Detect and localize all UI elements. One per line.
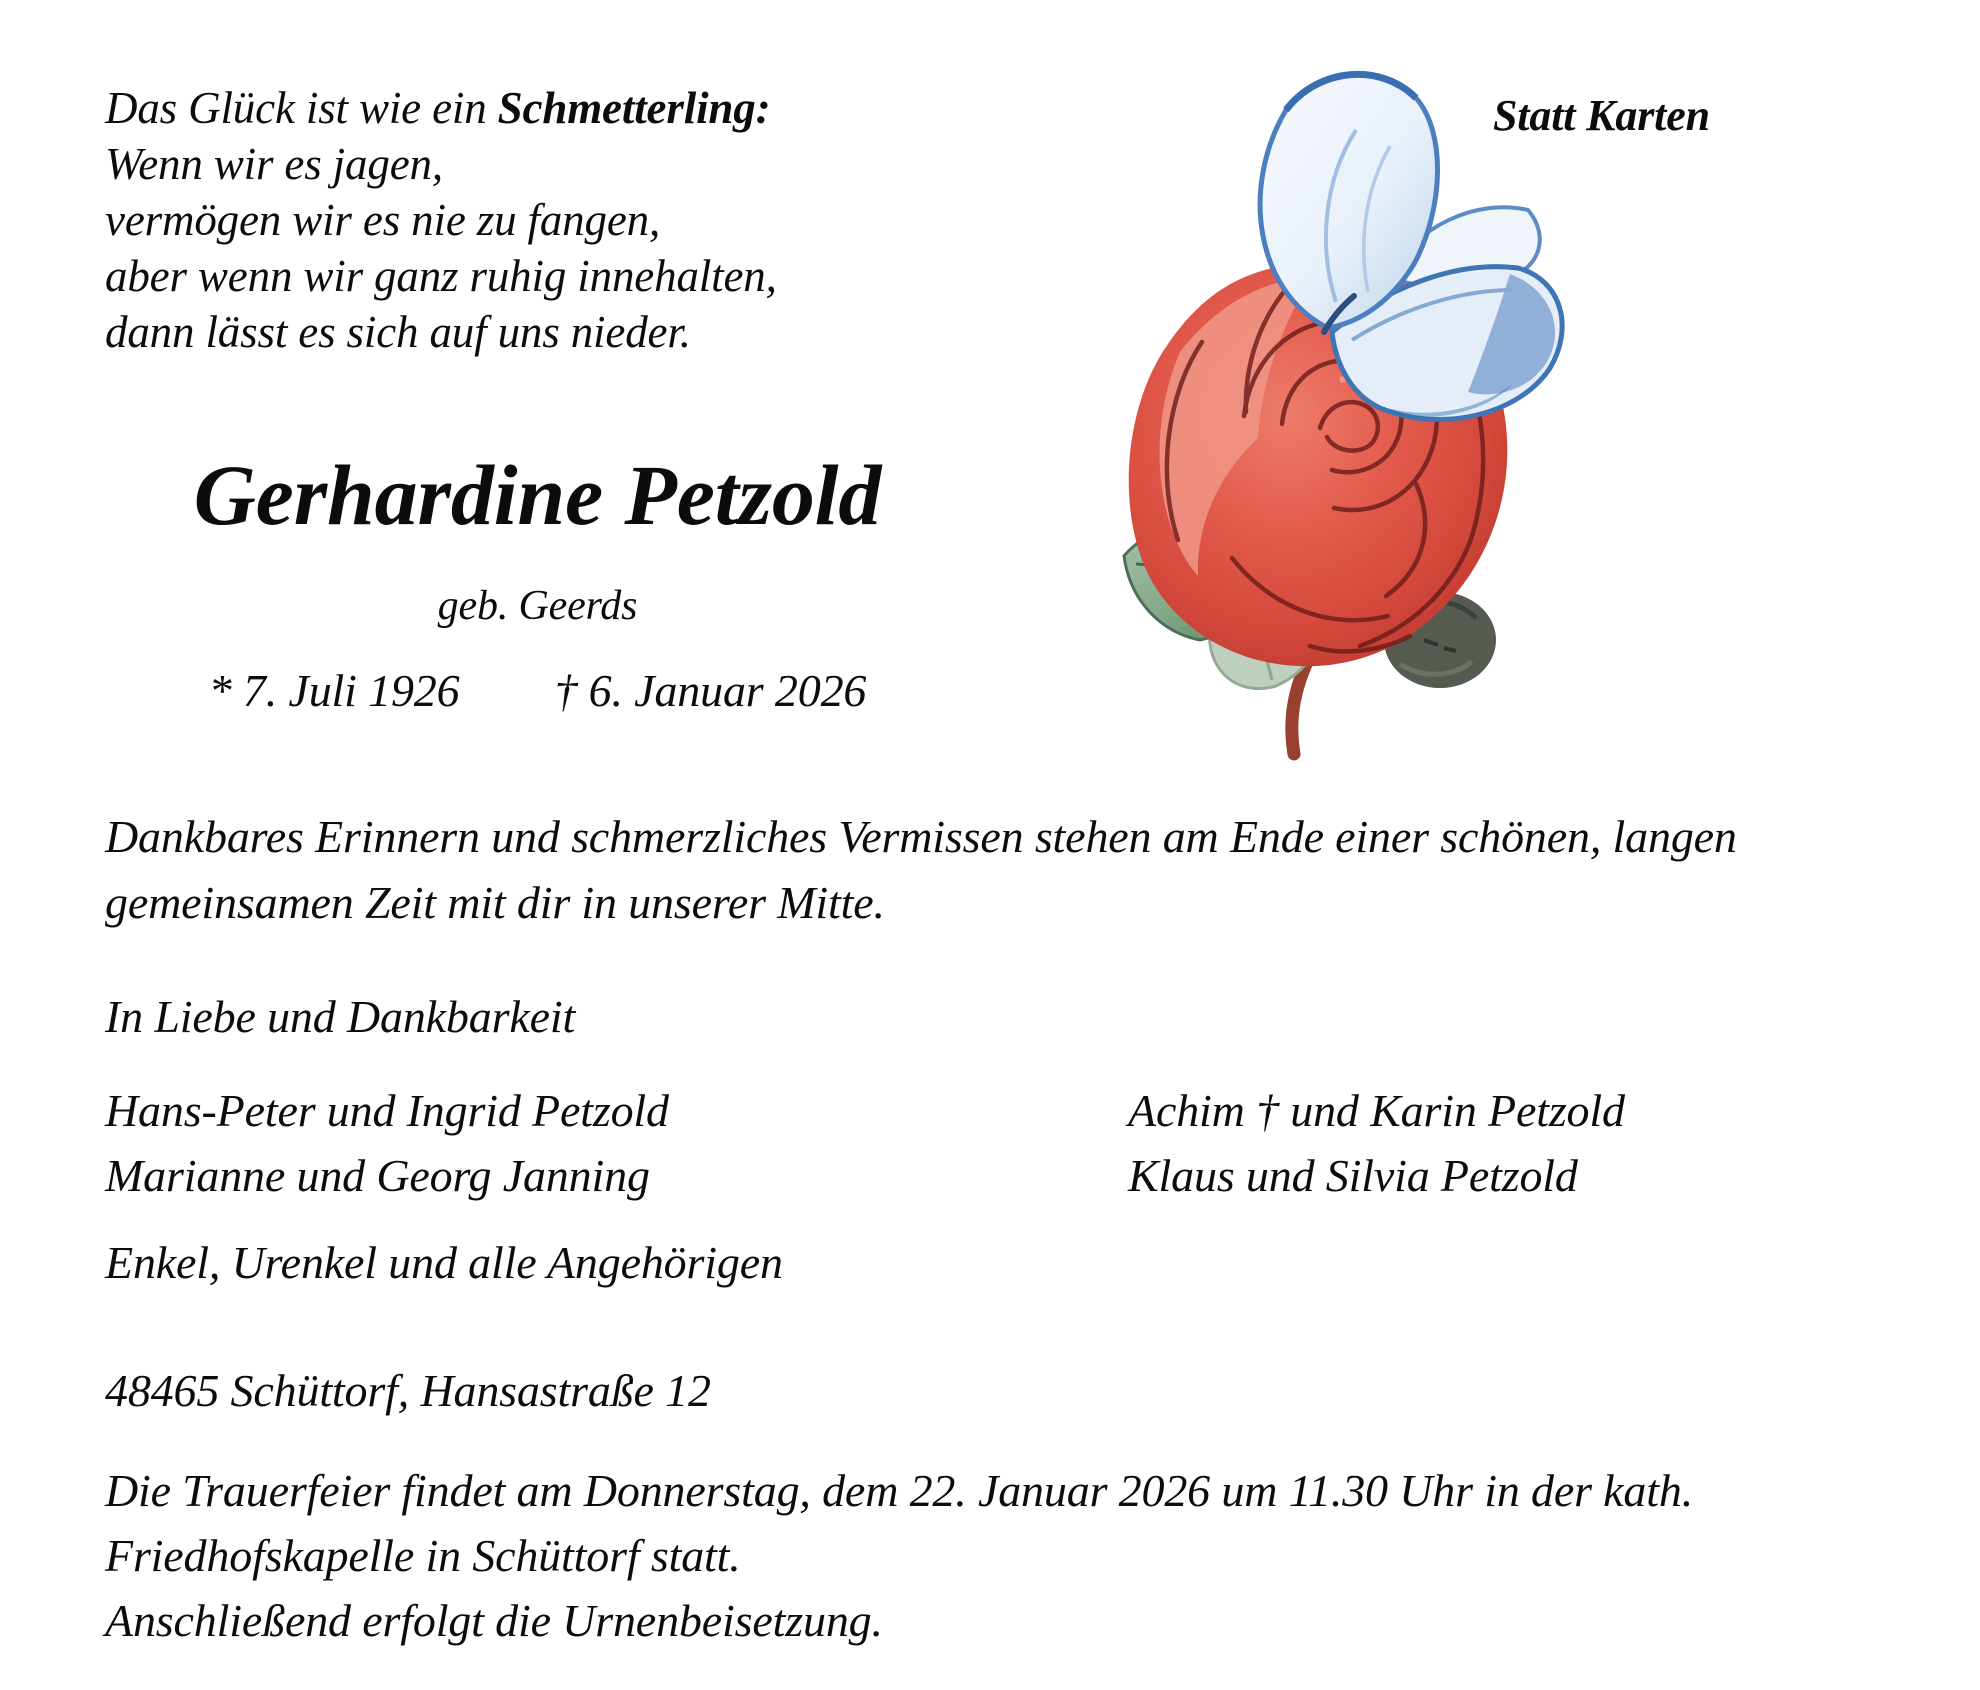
mourner-line: Hans-Peter und Ingrid Petzold bbox=[105, 1085, 669, 1136]
funeral-info bbox=[105, 1458, 1693, 1653]
tribute-line-2: gemeinsamen Zeit mit dir in unserer Mitte. bbox=[105, 877, 885, 928]
mourners-extra-line: Enkel, Urenkel und alle Angehörigen bbox=[105, 1237, 783, 1288]
rose-butterfly-svg bbox=[1080, 40, 1580, 810]
birth-date: * 7. Juli 1926 bbox=[208, 665, 460, 716]
poem-line-1-regular: Das Glück ist wie ein bbox=[105, 83, 498, 133]
maiden-name: geb. Geerds bbox=[437, 583, 638, 629]
poem-line-3: vermögen wir es nie zu fangen, bbox=[105, 195, 661, 245]
rose-butterfly-illustration bbox=[1080, 40, 1580, 810]
funeral-line-3: Anschließend erfolgt die Urnenbeisetzung. bbox=[105, 1595, 883, 1646]
mourners-right-column bbox=[1128, 1078, 1625, 1208]
death-date: † 6. Januar 2026 bbox=[554, 665, 867, 716]
tribute-paragraph bbox=[105, 804, 1737, 936]
mourner-line: Achim † und Karin Petzold bbox=[1128, 1085, 1625, 1136]
closing-line: In Liebe und Dankbarkeit bbox=[105, 991, 576, 1042]
poem bbox=[105, 80, 777, 360]
tribute-line-1: Dankbares Erinnern und schmerzliches Vermissen stehen am Ende einer schönen, langen bbox=[105, 811, 1737, 862]
statt-karten-label: Statt Karten bbox=[1493, 91, 1710, 140]
poem-line-1-bold: Schmetterling: bbox=[497, 83, 771, 133]
deceased-name: Gerhardine Petzold bbox=[193, 447, 882, 543]
poem-line-4: aber wenn wir ganz ruhig innehalten, bbox=[105, 251, 777, 301]
mourners-left-column bbox=[105, 1078, 669, 1208]
address-line: 48465 Schüttorf, Hansastraße 12 bbox=[105, 1365, 711, 1416]
life-dates bbox=[0, 664, 1075, 717]
funeral-line-2: Friedhofskapelle in Schüttorf statt. bbox=[105, 1530, 741, 1581]
mourner-line: Marianne und Georg Janning bbox=[105, 1150, 650, 1201]
poem-line-5: dann lässt es sich auf uns nieder. bbox=[105, 307, 691, 357]
poem-line-2: Wenn wir es jagen, bbox=[105, 139, 443, 189]
poem-line-1 bbox=[105, 80, 777, 136]
mourner-line: Klaus und Silvia Petzold bbox=[1128, 1150, 1578, 1201]
funeral-line-1: Die Trauerfeier findet am Donnerstag, dem 22. Januar 2026 um 11.30 Uhr in der kath. bbox=[105, 1465, 1694, 1516]
